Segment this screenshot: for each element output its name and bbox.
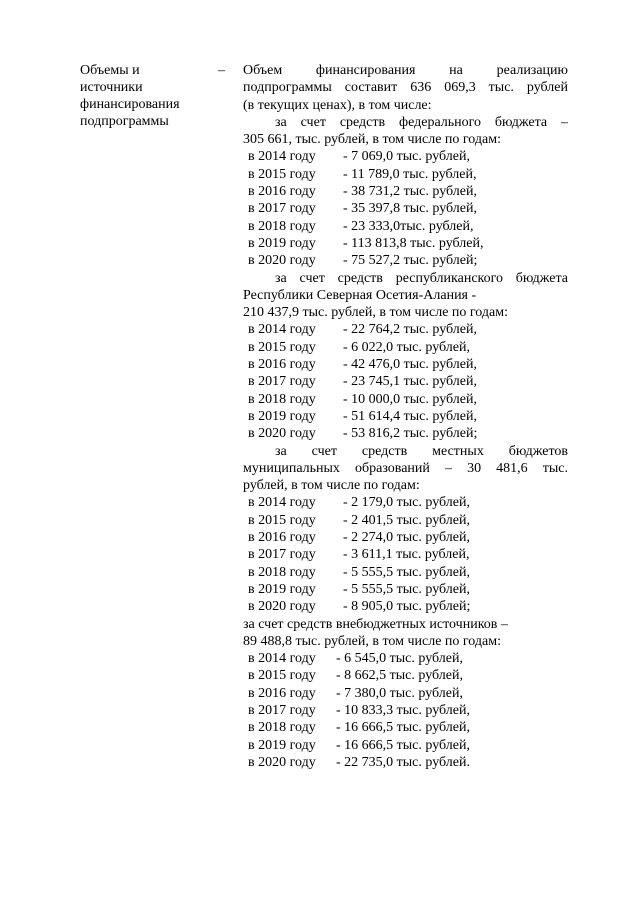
year-amount: - 22 735,0 тыс. рублей. (336, 754, 470, 770)
year-amount: - 51 614,4 тыс. рублей, (343, 408, 477, 424)
federal-years (243, 148, 568, 269)
year-label: в 2020 году (248, 253, 316, 269)
label-line: финансирования (80, 97, 180, 112)
extra-heading: за счет средств внебюджетных источников – (243, 616, 508, 632)
year-amount: - 6 022,0 тыс. рублей, (343, 339, 470, 355)
label-line: подпрограммы (80, 114, 169, 129)
year-row (243, 200, 568, 217)
year-label: в 2020 году (248, 426, 316, 442)
federal-heading: за счет средств федерального бюджета – (275, 114, 568, 130)
republic-heading: за счет средств республиканского бюджета (275, 270, 568, 286)
year-amount: - 38 731,2 тыс. рублей, (343, 184, 477, 200)
year-amount: - 7 069,0 тыс. рублей, (343, 149, 470, 165)
year-amount: - 5 555,5 тыс. рублей, (343, 581, 470, 597)
year-amount: - 10 833,3 тыс. рублей, (336, 702, 470, 718)
year-label: в 2020 году (248, 599, 316, 615)
year-row (243, 685, 568, 702)
year-label: в 2017 году (248, 201, 316, 217)
year-row (243, 373, 568, 390)
year-row (243, 719, 568, 736)
year-amount: - 2 179,0 тыс. рублей, (343, 495, 470, 511)
year-row (243, 598, 568, 615)
year-amount: - 2 274,0 тыс. рублей, (343, 530, 470, 546)
year-row (243, 148, 568, 165)
year-row (243, 546, 568, 563)
funding-description (243, 62, 568, 771)
year-label: в 2015 году (248, 512, 316, 528)
year-label: в 2016 году (248, 530, 316, 546)
year-label: в 2018 году (248, 564, 316, 580)
republic-heading: Республики Северная Осетия-Алания - (243, 287, 477, 303)
year-amount: - 75 527,2 тыс. рублей; (343, 253, 478, 269)
year-row (243, 425, 568, 442)
extra-years (243, 650, 568, 771)
year-amount: - 8 905,0 тыс. рублей; (343, 599, 471, 615)
year-row (243, 321, 568, 338)
republic-years (243, 321, 568, 442)
year-amount: - 16 666,5 тыс. рублей, (336, 720, 470, 736)
year-row (243, 339, 568, 356)
year-amount: - 5 555,5 тыс. рублей, (343, 564, 470, 580)
year-row (243, 512, 568, 529)
year-row (243, 166, 568, 183)
year-label: в 2014 году (248, 322, 316, 338)
year-label: в 2014 году (248, 651, 316, 667)
year-label: в 2017 году (248, 702, 316, 718)
year-amount: - 53 816,2 тыс. рублей; (343, 426, 478, 442)
year-label: в 2018 году (248, 218, 316, 234)
year-row (243, 183, 568, 200)
year-amount: - 16 666,5 тыс. рублей, (336, 737, 470, 753)
republic-heading: 210 437,9 тыс. рублей, в том числе по годам: (243, 305, 508, 321)
year-row (243, 391, 568, 408)
year-row (243, 529, 568, 546)
year-amount: - 10 000,0 тыс. рублей, (343, 391, 477, 407)
year-amount: - 3 611,1 тыс. рублей, (343, 547, 470, 563)
local-heading: муниципальных образований – 30 481,6 тыс. (243, 460, 568, 476)
intro-line: Объем финансирования на реализацию (243, 63, 568, 78)
year-amount: - 42 476,0 тыс. рублей, (343, 357, 477, 373)
separator-dash: – (218, 63, 225, 78)
year-amount: - 35 397,8 тыс. рублей, (343, 201, 477, 217)
year-label: в 2016 году (248, 357, 316, 373)
year-amount: - 7 380,0 тыс. рублей, (336, 685, 463, 701)
intro-line: (в текущих ценах), в том числе: (243, 97, 432, 113)
year-label: в 2015 году (248, 166, 316, 182)
year-label: в 2018 году (248, 720, 316, 736)
year-row (243, 737, 568, 754)
year-amount: - 22 764,2 тыс. рублей, (343, 322, 477, 338)
year-row (243, 754, 568, 771)
year-row (243, 218, 568, 235)
year-label: в 2016 году (248, 685, 316, 701)
year-row (243, 581, 568, 598)
local-heading: за счет средств местных бюджетов (275, 443, 568, 459)
local-years (243, 494, 568, 615)
year-amount: - 2 401,5 тыс. рублей, (343, 512, 470, 528)
year-row (243, 356, 568, 373)
year-label: в 2017 году (248, 374, 316, 390)
year-amount: - 8 662,5 тыс. рублей, (336, 668, 463, 684)
year-row (243, 564, 568, 581)
year-label: в 2018 году (248, 391, 316, 407)
year-label: в 2019 году (248, 408, 316, 424)
intro-line: подпрограммы составит 636 069,3 тыс. рублей (243, 80, 568, 96)
year-label: в 2015 году (248, 668, 316, 684)
year-label: в 2014 году (248, 149, 316, 165)
year-row (243, 252, 568, 269)
year-amount: - 23 333,0тыс. рублей, (343, 218, 474, 234)
year-label: в 2017 году (248, 547, 316, 563)
year-row (243, 702, 568, 719)
section-label (80, 62, 210, 130)
year-row (243, 494, 568, 511)
year-row (243, 408, 568, 425)
year-amount: - 23 745,1 тыс. рублей, (343, 374, 477, 390)
year-row (243, 235, 568, 252)
year-label: в 2019 году (248, 235, 316, 251)
label-line: Объемы и (80, 63, 140, 78)
extra-heading: 89 488,8 тыс. рублей, в том числе по годам: (243, 633, 501, 649)
year-row (243, 667, 568, 684)
federal-heading: 305 661, тыс. рублей, в том числе по годам: (243, 132, 501, 148)
local-heading: рублей, в том числе по годам: (243, 478, 420, 494)
year-row (243, 650, 568, 667)
year-label: в 2020 году (248, 754, 316, 770)
year-label: в 2014 году (248, 495, 316, 511)
year-amount: - 6 545,0 тыс. рублей, (336, 651, 463, 667)
year-label: в 2015 году (248, 339, 316, 355)
label-line: источники (80, 80, 143, 95)
year-label: в 2019 году (248, 737, 316, 753)
year-label: в 2016 году (248, 184, 316, 200)
year-label: в 2019 году (248, 581, 316, 597)
year-amount: - 11 789,0 тыс. рублей, (343, 166, 477, 182)
year-amount: - 113 813,8 тыс. рублей, (343, 235, 484, 251)
